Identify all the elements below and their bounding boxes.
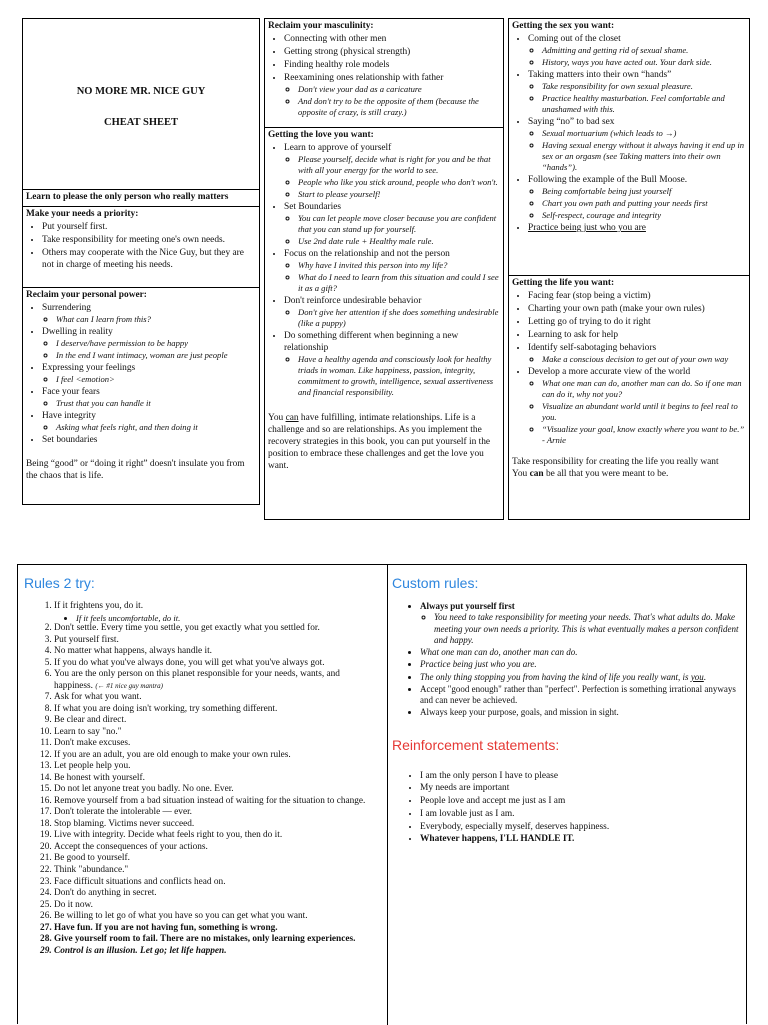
sub-item: ◦ What do I need to learn from this situation and could I see it as a gift? bbox=[298, 272, 500, 294]
list-item: • I am lovable just as I am. bbox=[420, 809, 740, 821]
sub-item: ◦ Don't give her attention if she does something undesirable (like a puppy) bbox=[298, 307, 500, 329]
sub-item: ◦ Please yourself, decide what is right for you and be that with all your energy for the world to see. bbox=[298, 154, 500, 176]
list-item bbox=[528, 116, 746, 173]
sub-item: ◦ Asking what feels right, and then doing it bbox=[56, 422, 256, 433]
list-item: 10. Learn to say "no." bbox=[54, 727, 381, 739]
masculinity-list bbox=[268, 33, 500, 118]
item-text: Have integrity bbox=[42, 411, 96, 422]
sub-item: ◦ In the end I want intimacy, woman are just people bbox=[56, 350, 256, 361]
list-item bbox=[420, 601, 740, 646]
sub-item: ◦ Make a conscious decision to get out of your own way bbox=[542, 354, 746, 365]
list-item: • Put yourself first. bbox=[42, 221, 256, 233]
sub-item: ◦ Being comfortable being just yourself bbox=[542, 186, 746, 197]
list-item: • Getting strong (physical strength) bbox=[284, 46, 500, 58]
sub-item: ◦ You can let people move closer because you are confident that you can stand up for yourself. bbox=[298, 213, 500, 235]
title-box bbox=[22, 18, 260, 190]
list-item: 3. Put yourself first. bbox=[54, 635, 381, 647]
list-item: • Practice being just who you are bbox=[528, 222, 746, 234]
column-2 bbox=[264, 18, 504, 520]
mantra-note: (← #1 nice guy mantra) bbox=[95, 681, 163, 690]
item-text: . bbox=[703, 671, 707, 682]
love-list bbox=[268, 142, 500, 398]
power-box bbox=[22, 287, 260, 505]
list-item: 11. Don't make excuses. bbox=[54, 738, 381, 750]
sub-item: ◦ I feel <emotion> bbox=[56, 374, 256, 385]
masculinity-heading: Reclaim your masculinity: bbox=[268, 21, 374, 31]
custom-list bbox=[392, 601, 740, 719]
list-item bbox=[42, 362, 256, 385]
item-text: Dwelling in reality bbox=[42, 327, 113, 338]
list-item: 21. Be good to yourself. bbox=[54, 853, 381, 865]
life-note-text: You bbox=[512, 469, 530, 480]
cheat-sheet-table bbox=[22, 18, 750, 520]
list-item: • Everybody, especially myself, deserves happiness. bbox=[420, 822, 740, 834]
list-item: 9. Be clear and direct. bbox=[54, 715, 381, 727]
list-item bbox=[284, 201, 500, 247]
item-text: The only thing stopping you from having the kind of life you really want, is bbox=[420, 671, 691, 682]
sub-item: ◦ Don't view your dad as a caricature bbox=[298, 84, 500, 95]
list-item: 17. Don't tolerate the intolerable — ever. bbox=[54, 807, 381, 819]
list-item bbox=[42, 386, 256, 409]
list-item bbox=[54, 601, 381, 623]
love-note-emphasis: can bbox=[285, 413, 299, 424]
list-item: 26. Be willing to let go of what you have so you can get what you want. bbox=[54, 911, 381, 923]
sub-item: ◦ Visualize an abundant world until it begins to feel real to you. bbox=[542, 401, 746, 423]
item-text: Following the example of the Bull Moose. bbox=[528, 175, 688, 186]
life-box bbox=[508, 275, 750, 520]
sex-heading: Getting the sex you want: bbox=[512, 21, 615, 31]
life-heading: Getting the life you want: bbox=[512, 278, 615, 288]
list-item: 19. Live with integrity. Decide what feels right to you, then do it. bbox=[54, 830, 381, 842]
list-item: 2. Don't settle. Every time you settle, you get exactly what you settled for. bbox=[54, 623, 381, 635]
list-item: • Connecting with other men bbox=[284, 33, 500, 45]
item-text: Don't reinforce undesirable behavior bbox=[284, 296, 422, 307]
column-3 bbox=[508, 18, 750, 520]
rules-panel bbox=[18, 565, 388, 1025]
list-item: • Set boundaries bbox=[42, 434, 256, 446]
item-text: Taking matters into their own “hands” bbox=[528, 70, 672, 81]
rules-table bbox=[17, 564, 747, 1024]
list-item: • Whatever happens, I'LL HANDLE IT. bbox=[420, 834, 740, 846]
list-item bbox=[42, 410, 256, 433]
item-text: Do something different when beginning a new relationship bbox=[284, 331, 459, 354]
love-box bbox=[264, 127, 504, 520]
item-text: Reexamining ones relationship with father bbox=[284, 73, 444, 84]
sub-item: ◦ Chart you own path and putting your needs first bbox=[542, 198, 746, 209]
custom-panel bbox=[388, 565, 746, 1025]
list-item: • Charting your own path (make your own rules) bbox=[528, 303, 746, 315]
list-item: • Others may cooperate with the Nice Guy, but they are not in charge of meeting his needs. bbox=[42, 247, 256, 271]
sub-item: ◦ And don't try to be the opposite of them (because the opposite of crazy, is still crazy.) bbox=[298, 96, 500, 118]
list-item: • Finding healthy role models bbox=[284, 59, 500, 71]
list-item: • Practice being just who you are. bbox=[420, 659, 740, 670]
reinforcement-list bbox=[392, 771, 740, 847]
list-item: • What one man can do, another man can do. bbox=[420, 647, 740, 658]
sub-item: ◦ Admitting and getting rid of sexual shame. bbox=[542, 45, 746, 56]
list-item: 13. Let people help you. bbox=[54, 761, 381, 773]
list-item bbox=[420, 672, 740, 683]
sub-item: ◦ What can I learn from this? bbox=[56, 314, 256, 325]
list-item: 7. Ask for what you want. bbox=[54, 692, 381, 704]
sub-item: ◦ Self-respect, courage and integrity bbox=[542, 210, 746, 221]
sub-item: ◦ “Visualize your goal, know exactly where you want to be.” - Arnie bbox=[542, 424, 746, 446]
item-text: Develop a more accurate view of the world bbox=[528, 367, 691, 378]
needs-list bbox=[26, 221, 256, 271]
list-item: • My needs are important bbox=[420, 783, 740, 795]
sub-item: ◦ Trust that you can handle it bbox=[56, 398, 256, 409]
masculinity-box bbox=[264, 18, 504, 128]
list-item bbox=[284, 295, 500, 329]
item-text: If it frightens you, do it. bbox=[54, 601, 144, 611]
list-item: 14. Be honest with yourself. bbox=[54, 773, 381, 785]
list-item bbox=[528, 174, 746, 221]
learn-box bbox=[22, 189, 260, 207]
item-text: Learn to approve of yourself bbox=[284, 143, 392, 154]
list-item: 18. Stop blaming. Victims never succeed. bbox=[54, 819, 381, 831]
list-item bbox=[284, 248, 500, 294]
needs-heading: Make your needs a priority: bbox=[26, 209, 139, 219]
list-item: 20. Accept the consequences of your actions. bbox=[54, 842, 381, 854]
list-item: • Always keep your purpose, goals, and mission in sight. bbox=[420, 707, 740, 718]
list-item: 22. Think "abundance." bbox=[54, 865, 381, 877]
item-text: Identify self-sabotaging behaviors bbox=[528, 343, 657, 354]
love-note-text: You bbox=[268, 413, 286, 424]
power-list bbox=[26, 302, 256, 446]
list-item: • Learning to ask for help bbox=[528, 329, 746, 341]
list-item bbox=[528, 33, 746, 68]
list-item: • Accept "good enough" rather than "perfect". Perfection is something irrational anyways and can never be achieved. bbox=[420, 684, 740, 707]
sub-item: ◦ You need to take responsibility for meeting your needs. That's what adults do. Make meeting your own needs a priority. This is what eventually makes a person confident and happy. bbox=[434, 612, 740, 646]
list-item: • I am the only person I have to please bbox=[420, 771, 740, 783]
list-item: 8. If what you are doing isn't working, try something different. bbox=[54, 704, 381, 716]
list-item: 23. Face difficult situations and conflicts head on. bbox=[54, 877, 381, 889]
sub-item: ◦ I deserve/have permission to be happy bbox=[56, 338, 256, 349]
list-item: 5. If you do what you've always done, you will get what you've always got. bbox=[54, 658, 381, 670]
item-text: Always put yourself first bbox=[420, 601, 515, 611]
list-item bbox=[284, 330, 500, 398]
list-item: 28. Give yourself room to fail. There are no mistakes, only learning experiences. bbox=[54, 934, 381, 946]
list-item bbox=[284, 142, 500, 200]
item-text: Coming out of the closet bbox=[528, 34, 621, 45]
list-item: 25. Do it now. bbox=[54, 900, 381, 912]
list-item bbox=[42, 326, 256, 361]
sub-item: ◦ Take responsibility for own sexual pleasure. bbox=[542, 81, 746, 92]
rules-heading: Rules 2 try: bbox=[24, 575, 95, 591]
life-note-2 bbox=[512, 468, 746, 480]
sheet-subtitle: CHEAT SHEET bbox=[103, 117, 178, 129]
list-item: 4. No matter what happens, always handle it. bbox=[54, 646, 381, 658]
sub-item: ◦ Practice healthy masturbation. Feel comfortable and unashamed with this. bbox=[542, 93, 746, 115]
list-item: 29. Control is an illusion. Let go; let life happen. bbox=[54, 946, 381, 958]
custom-heading: Custom rules: bbox=[392, 575, 479, 591]
list-item bbox=[284, 72, 500, 118]
list-item bbox=[42, 302, 256, 325]
list-item bbox=[528, 366, 746, 446]
life-list bbox=[512, 290, 746, 446]
reinforcement-heading: Reinforcement statements: bbox=[392, 736, 560, 753]
sub-item: ◦ What one man can do, another man can do. So if one man can do it, why not you? bbox=[542, 378, 746, 400]
item-text: Face your fears bbox=[42, 387, 100, 398]
sub-item: ◦ History, ways you have acted out. Your dark side. bbox=[542, 57, 746, 68]
sex-list bbox=[512, 33, 746, 234]
sub-item: • If it feels uncomfortable, do it. bbox=[76, 613, 381, 624]
sub-item: ◦ Why have I invited this person into my life? bbox=[298, 260, 500, 271]
power-note: Being “good” or “doing it right” doesn't insulate you from the chaos that is life. bbox=[26, 459, 245, 482]
list-item: • Letting go of trying to do it right bbox=[528, 316, 746, 328]
learn-heading: Learn to please the only person who really matters bbox=[26, 192, 229, 202]
love-note-text: have fulfilling, intimate relationships. Life is a challenge and so are relationships. As you implement the recovery strategies in this book, you can put yourself in the position to embrace these challenges and get the love you want. bbox=[268, 413, 491, 472]
life-note-text: be all that you were meant to be. bbox=[543, 469, 669, 480]
item-text: Set Boundaries bbox=[284, 202, 342, 213]
sex-box bbox=[508, 18, 750, 276]
sub-item: ◦ People who like you stick around, people who don't won't. bbox=[298, 177, 500, 188]
list-item: 12. If you are an adult, you are old enough to make your own rules. bbox=[54, 750, 381, 762]
list-item: 16. Remove yourself from a bad situation instead of waiting for the situation to change. bbox=[54, 796, 381, 808]
column-1 bbox=[22, 18, 260, 505]
item-text: Focus on the relationship and not the person bbox=[284, 249, 450, 260]
list-item: 15. Do not let anyone treat you badly. No one. Ever. bbox=[54, 784, 381, 796]
sub-item: ◦ Having sexual energy without it always having it end up in sex or an orgasm (see Taking matters into their own “hands”). bbox=[542, 140, 746, 173]
sub-item: ◦ Use 2nd date rule + Healthy male rule. bbox=[298, 236, 500, 247]
item-text: Surrendering bbox=[42, 303, 91, 314]
item-emphasis: you bbox=[690, 671, 704, 682]
sub-item: ◦ Have a healthy agenda and consciously look for healthy triads in woman. Like happiness, passion, integrity, commitment to growth, intelligence, sexual assertiveness and financial responsibility. bbox=[298, 354, 500, 398]
list-item bbox=[528, 69, 746, 115]
sub-item: ◦ Sexual mortuarium (which leads to →) bbox=[542, 128, 746, 139]
item-text: Expressing your feelings bbox=[42, 363, 136, 374]
life-note-emphasis: can bbox=[529, 469, 544, 480]
sheet-title: NO MORE MR. NICE GUY bbox=[76, 86, 206, 97]
list-item: 27. Have fun. If you are not having fun, something is wrong. bbox=[54, 923, 381, 935]
power-heading: Reclaim your personal power: bbox=[26, 290, 147, 300]
item-text: Saying “no” to bad sex bbox=[528, 117, 615, 128]
love-heading: Getting the love you want: bbox=[268, 130, 374, 140]
life-note: Take responsibility for creating the life you really want bbox=[512, 457, 719, 468]
list-item: • Facing fear (stop being a victim) bbox=[528, 290, 746, 302]
item-text: You are the only person on this planet responsible for your needs, wants, and happiness. bbox=[54, 669, 340, 691]
list-item bbox=[528, 342, 746, 365]
needs-box bbox=[22, 206, 260, 288]
list-item: • Take responsibility for meeting one's own needs. bbox=[42, 234, 256, 246]
list-item: • People love and accept me just as I am bbox=[420, 796, 740, 808]
sub-item: ◦ Start to please yourself! bbox=[298, 189, 500, 200]
list-item bbox=[54, 669, 381, 692]
list-item: 24. Don't do anything in secret. bbox=[54, 888, 381, 900]
rules-list bbox=[24, 601, 381, 957]
love-note bbox=[268, 412, 500, 472]
